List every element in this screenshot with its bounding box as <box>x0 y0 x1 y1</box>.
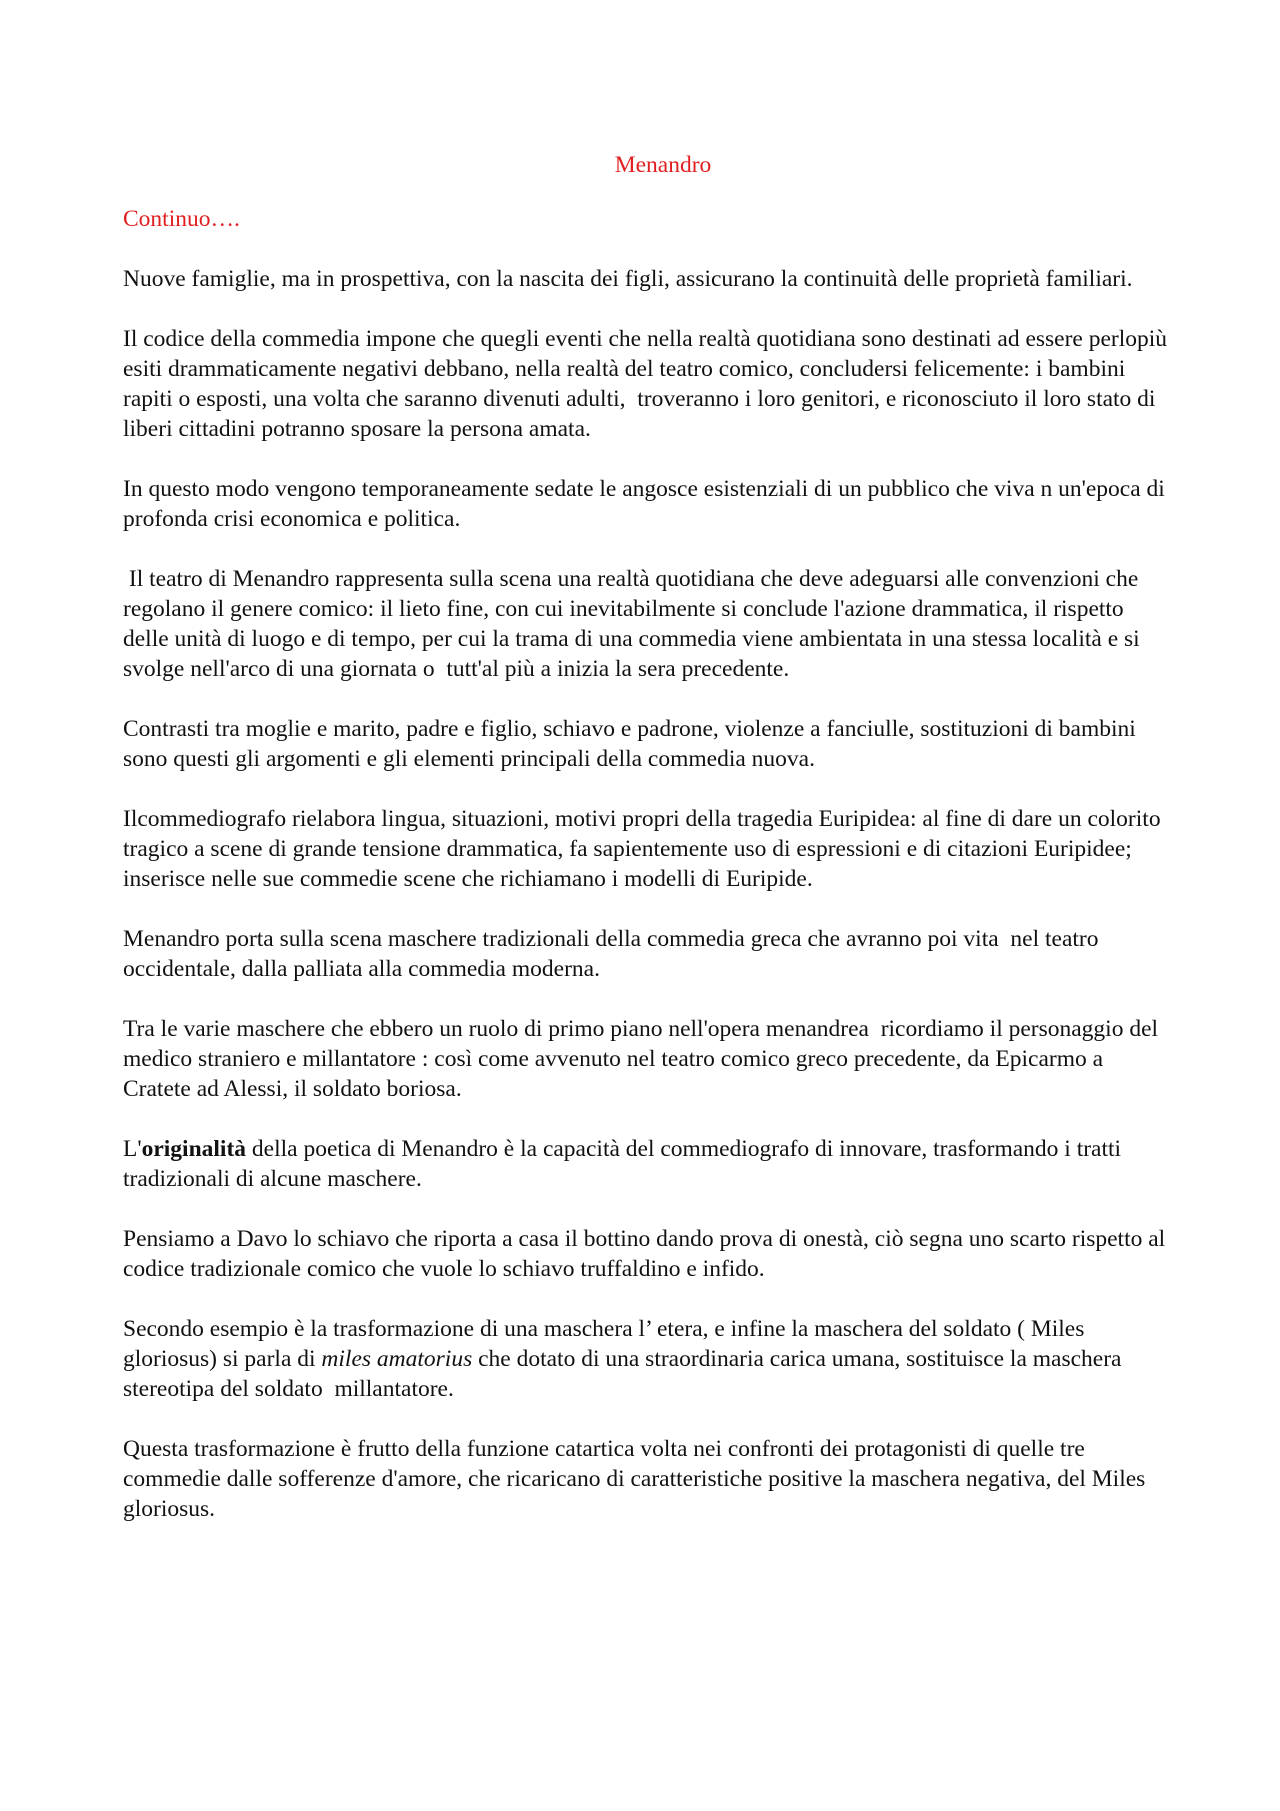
document-subtitle: Continuo…. <box>123 206 240 232</box>
paragraph-11-italic: miles amatorius <box>321 1346 473 1372</box>
paragraph-9-bold: originalità <box>141 1136 247 1162</box>
paragraph-6: Ilcommediografo rielabora lingua, situazioni, motivi propri della tragedia Euripidea: al fine di dare un colorito tragico a scene di grande tensione drammatica, fa sapientemente uso di espressioni e di citazioni Euripidee; inserisce nelle sue commedie scene che richiamano i modelli di Euripide. <box>123 806 1167 892</box>
paragraph-5: Contrasti tra moglie e marito, padre e figlio, schiavo e padrone, violenze a fanciulle, sostituzioni di bambini sono questi gli argomenti e gli elementi principali della commedia nuova. <box>123 716 1142 772</box>
paragraph-12: Questa trasformazione è frutto della funzione catartica volta nei confronti dei protagonisti di quelle tre commedie dalle sofferenze d'amore, che ricaricano di caratteristiche positive la maschera negativa, del Miles gloriosus. <box>123 1436 1152 1522</box>
document-page <box>123 150 1173 1554</box>
paragraph-8: Tra le varie maschere che ebbero un ruolo di primo piano nell'opera menandrea ricordiamo il personaggio del medico straniero e millantatore : così come avvenuto nel teatro comico greco precedente, da Epicarmo a Cratete ad Alessi, il soldato boriosa. <box>123 1016 1164 1102</box>
paragraph-11-after: che dotato di una straordinaria carica umana, sostituisce la maschera stereotipa del soldato millantatore. <box>123 1346 1128 1402</box>
paragraph-1: Nuove famiglie, ma in prospettiva, con la nascita dei figli, assicurano la continuità delle proprietà familiari. <box>123 266 1133 292</box>
paragraph-7: Menandro porta sulla scena maschere tradizionali della commedia greca che avranno poi vita nel teatro occidentale, dalla palliata alla commedia moderna. <box>123 926 1105 982</box>
document-title: Menandro <box>614 152 712 178</box>
paragraph-11-before: Secondo esempio è la trasformazione di una maschera l’ etera, e infine la maschera del soldato ( Miles gloriosus) si parla di <box>123 1316 1091 1372</box>
paragraph-3: In questo modo vengono temporaneamente sedate le angosce esistenziali di un pubblico che viva n un'epoca di profonda crisi economica e politica. <box>123 476 1171 532</box>
paragraph-2: Il codice della commedia impone che quegli eventi che nella realtà quotidiana sono destinati ad essere perlopiù esiti drammaticamente negativi debbano, nella realtà del teatro comico, concludersi felicemente: i bambini rapiti o esposti, una volta che saranno divenuti adulti, troveranno i loro genitori, e riconosciuto il loro stato di liberi cittadini potranno sposare la persona amata. <box>123 326 1173 442</box>
paragraph-9 <box>123 1134 1173 1194</box>
paragraph-10: Pensiamo a Davo lo schiavo che riporta a casa il bottino dando prova di onestà, ciò segna uno scarto rispetto al codice tradizionale comico che vuole lo schiavo truffaldino e infido. <box>123 1226 1172 1282</box>
paragraph-11 <box>123 1314 1173 1404</box>
paragraph-9-rest: della poetica di Menandro è la capacità del commediografo di innovare, trasformando i tratti tradizionali di alcune maschere. <box>123 1136 1127 1192</box>
paragraph-9-prefix: L' <box>123 1136 142 1162</box>
paragraph-4: Il teatro di Menandro rappresenta sulla scena una realtà quotidiana che deve adeguarsi alle convenzioni che regolano il genere comico: il lieto fine, con cui inevitabilmente si conclude l'azione drammatica, il rispetto delle unità di luogo e di tempo, per cui la trama di una commedia viene ambientata in una stessa località e si svolge nell'arco di una giornata o tutt'al più a inizia la sera precedente. <box>123 566 1146 682</box>
